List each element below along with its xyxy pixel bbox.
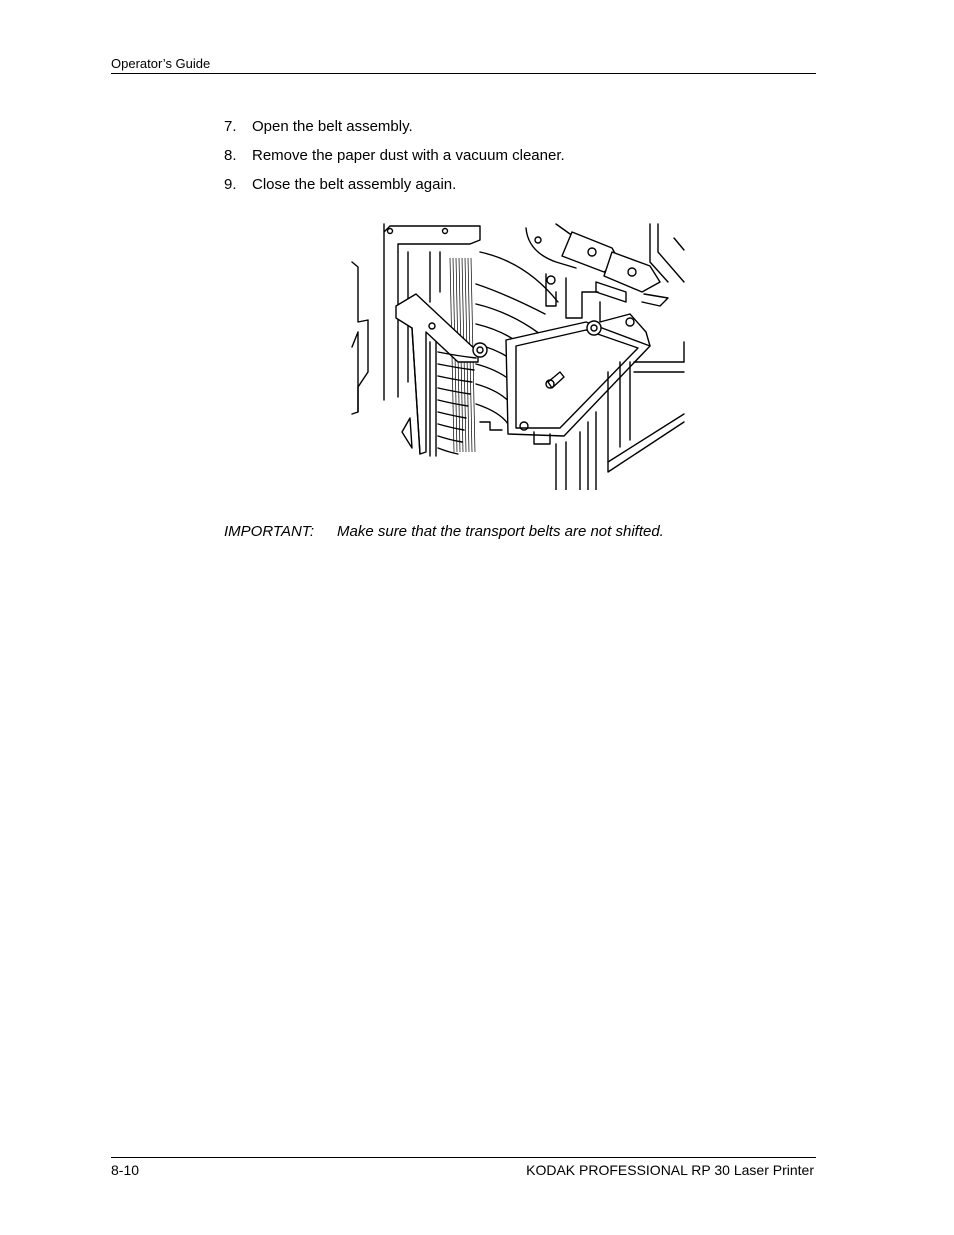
step-number: 8. bbox=[224, 147, 237, 164]
header-rule bbox=[111, 73, 816, 74]
step-number: 7. bbox=[224, 118, 237, 135]
step-text: Remove the paper dust with a vacuum cleaner. bbox=[252, 147, 565, 164]
procedure-steps bbox=[224, 118, 565, 205]
step-item bbox=[224, 147, 565, 176]
page-number: 8-10 bbox=[111, 1162, 140, 1178]
step-number: 9. bbox=[224, 176, 237, 193]
important-text: Make sure that the transport belts are not shifted. bbox=[337, 523, 664, 540]
footer-rule bbox=[111, 1157, 816, 1158]
step-item bbox=[224, 176, 565, 205]
belt-assembly-illustration bbox=[350, 222, 686, 490]
important-note bbox=[224, 523, 664, 540]
step-text: Close the belt assembly again. bbox=[252, 176, 457, 193]
important-label: IMPORTANT: bbox=[224, 523, 314, 540]
belt-assembly-drawing bbox=[350, 222, 686, 490]
step-text: Open the belt assembly. bbox=[252, 118, 413, 135]
product-name: KODAK PROFESSIONAL RP 30 Laser Printer bbox=[526, 1162, 814, 1178]
running-header: Operator’s Guide bbox=[111, 56, 211, 71]
step-item bbox=[224, 118, 565, 147]
